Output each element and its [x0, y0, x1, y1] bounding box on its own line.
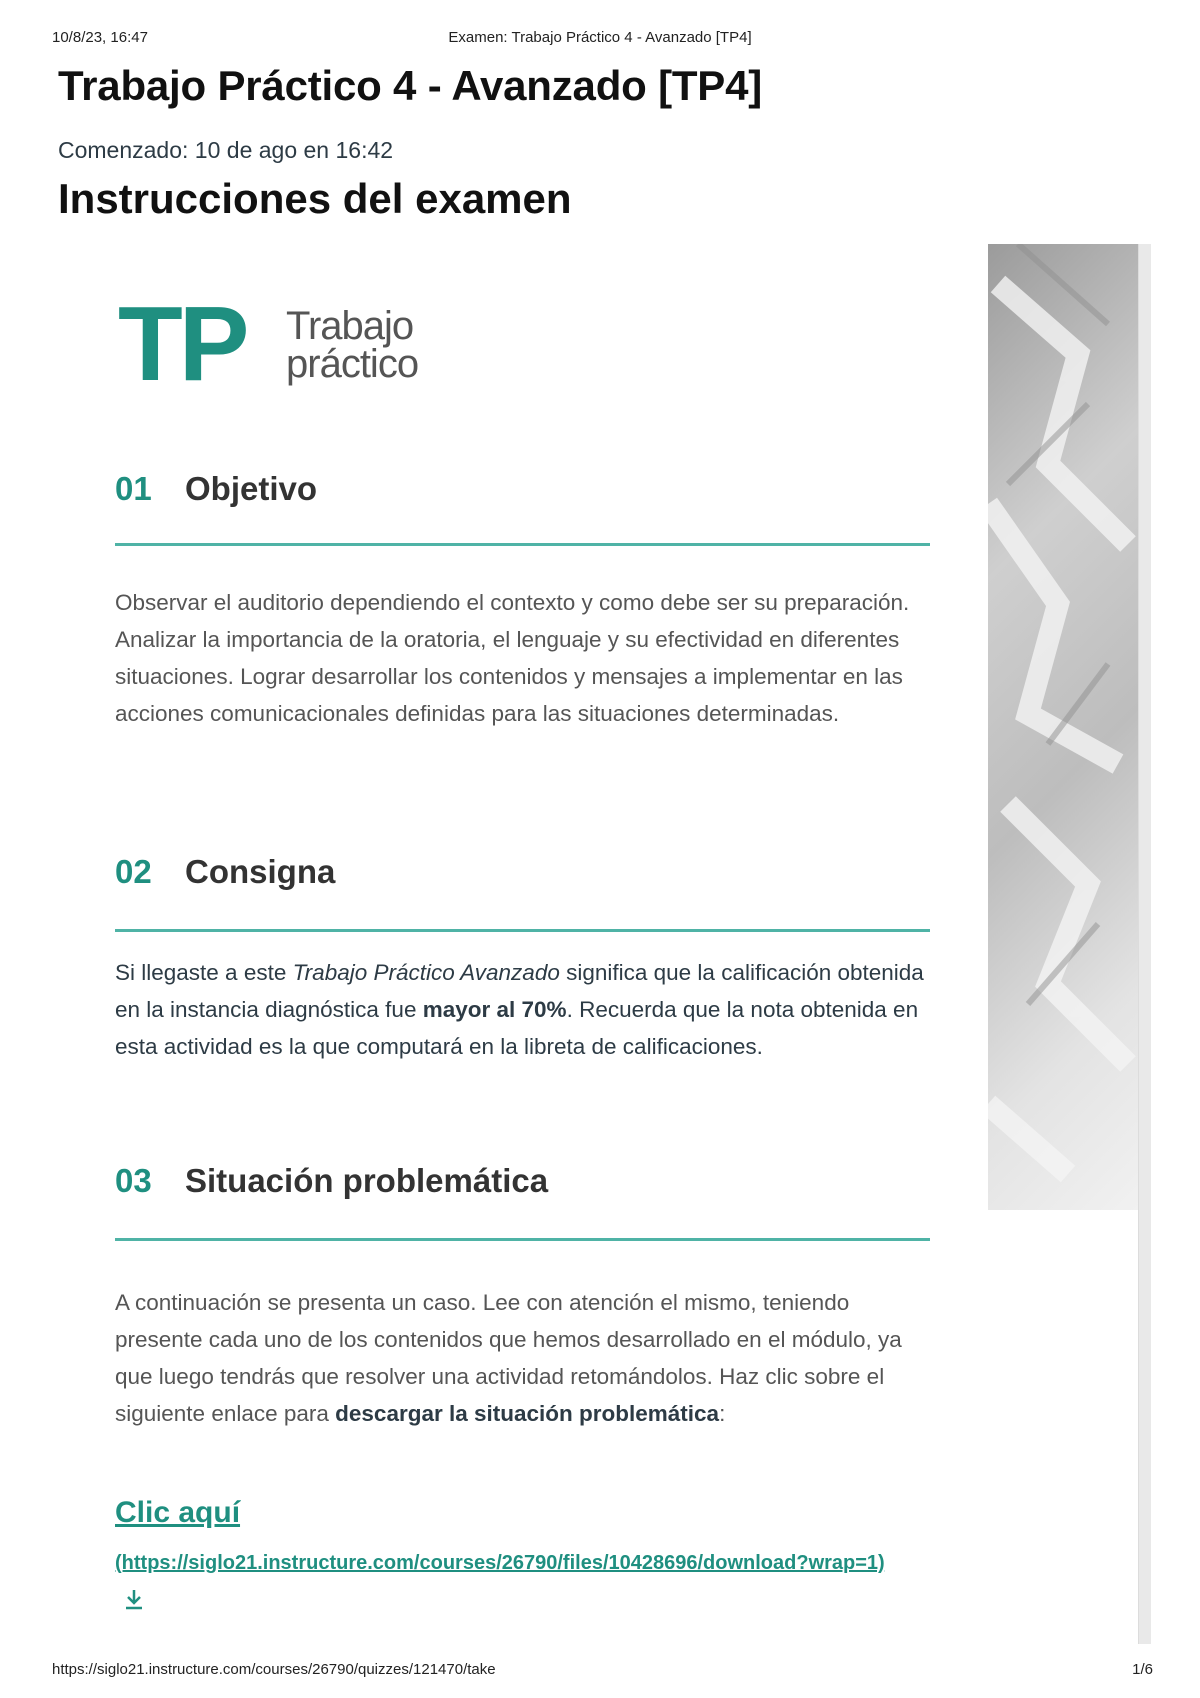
consigna-text: [115, 954, 930, 1065]
section-number: 03: [115, 1162, 152, 1199]
section-title: Consigna: [185, 853, 336, 890]
print-date: 10/8/23, 16:47: [52, 29, 148, 46]
situacion-text: [115, 1284, 930, 1432]
decorative-side-image: [988, 244, 1138, 1210]
logo-line-1: Trabajo: [286, 304, 414, 348]
text-run: A continuación se presenta un caso. Lee con atención el mismo, teniendo presente cada uno de los contenidos que hemos desarrollado en el módulo, ya que luego tendrás que resolver una actividad retomándolos. Haz clic sobre el siguiente enlace para: [115, 1290, 902, 1426]
logo-initials: TP: [118, 285, 246, 403]
section-number: 02: [115, 853, 152, 890]
section-objetivo-heading: [115, 470, 930, 520]
print-url: https://siglo21.instructure.com/courses/26790/quizzes/121470/take: [52, 1661, 496, 1678]
section-consigna-heading: [115, 853, 930, 903]
print-header: [0, 29, 1200, 49]
download-url-link[interactable]: [115, 1545, 895, 1619]
logo-line-2: práctico: [286, 342, 419, 386]
section-divider: [115, 543, 930, 546]
page-title: Trabajo Práctico 4 - Avanzado [TP4]: [58, 62, 763, 109]
text-run: . Recuerda que la nota obtenida en esta actividad es la que computará en la libreta de calificaciones.: [115, 997, 919, 1059]
scrollbar[interactable]: [1138, 244, 1151, 1644]
section-divider: [115, 929, 930, 932]
page-number: 1/6: [1132, 1661, 1153, 1678]
tp-logo: [118, 285, 458, 403]
section-situacion-heading: [115, 1162, 930, 1212]
bold-text: descargar la situación problemática: [335, 1401, 720, 1426]
print-footer: [0, 1661, 1200, 1681]
download-link[interactable]: Clic aquí: [115, 1496, 241, 1529]
print-doc-title: Examen: Trabajo Práctico 4 - Avanzado [TP4]: [448, 29, 752, 46]
section-number: 01: [115, 470, 152, 507]
download-icon[interactable]: [123, 1586, 145, 1608]
instructions-title: Instrucciones del examen: [58, 175, 572, 222]
bold-text: mayor al 70%: [422, 997, 567, 1022]
section-title: Objetivo: [185, 470, 318, 507]
italic-text: Trabajo Práctico Avanzado: [292, 960, 560, 985]
section-title: Situación problemática: [185, 1162, 549, 1199]
text-run: Si llegaste a este: [115, 960, 293, 985]
text-run: significa que la calificación obtenida en la instancia diagnóstica fue: [115, 960, 924, 1022]
started-timestamp: Comenzado: 10 de ago en 16:42: [58, 137, 394, 163]
text-run: :: [719, 1401, 726, 1426]
section-divider: [115, 1238, 930, 1241]
objetivo-text: Observar el auditorio dependiendo el contexto y como debe ser su preparación. Analizar la importancia de la oratoria, el lenguaje y su efectividad en diferentes situaciones. Lograr desarrollar los contenidos y mensajes a implementar en las acciones comunicacionales definidas para las situaciones determinadas.: [115, 590, 910, 726]
download-url-text[interactable]: (https://siglo21.instructure.com/courses/26790/files/10428696/download?wrap=1): [115, 1552, 885, 1574]
